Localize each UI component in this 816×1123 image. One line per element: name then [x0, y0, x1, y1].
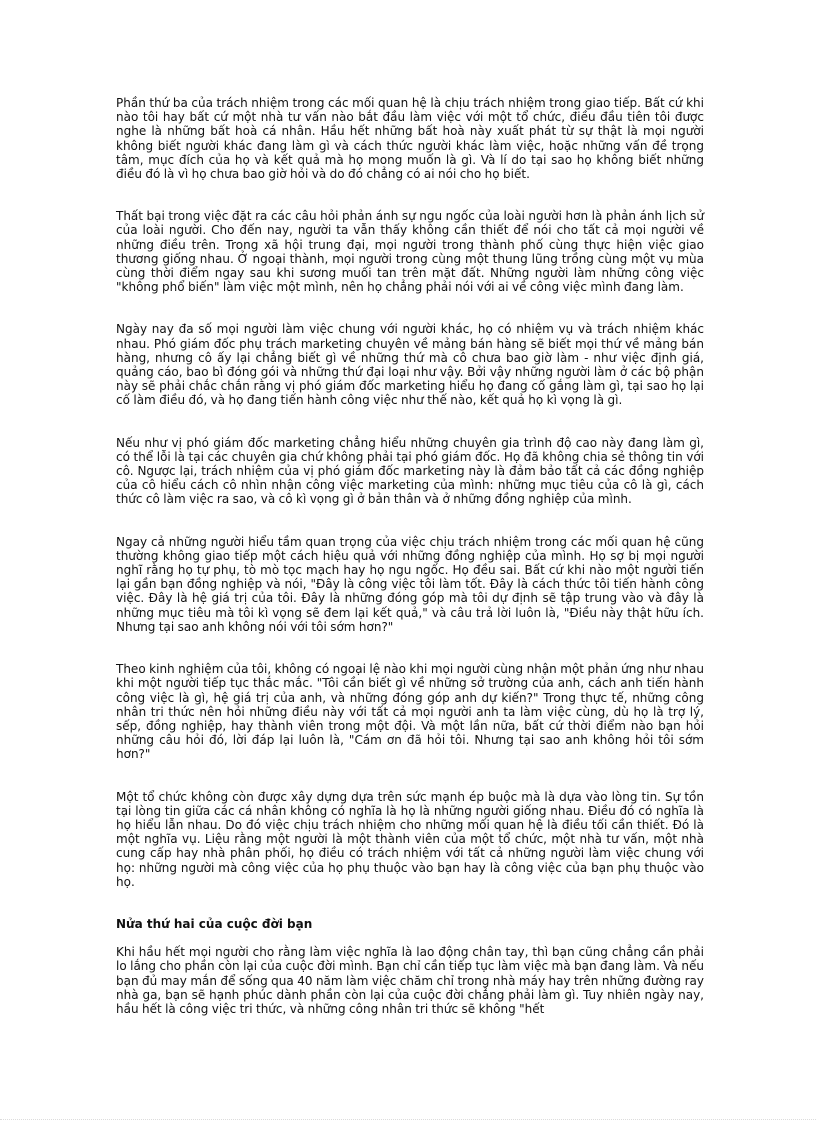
paragraph-experts-fault: Nếu như vị phó giám đốc marketing chẳng hiểu những chuyên gia trình độ cao này đang làm gì, có thể lỗi là tại các chuyên gia chứ không phải tại phó giám đốc. Họ đã không chia sẻ thông tin với cô. Ngược lại, trách nhiệm của vị phó giám đốc marketing này là đảm bảo tất cả các đồng nghiệp của cô hiểu cách cô nhìn nhận công việc marketing của mình: những mục tiêu của cô là gì, cách thức cô làm việc ra sao, và cô kì vọng gì ở bản thân và ở những đồng nghiệp của mình.: [116, 435, 704, 507]
paragraph-marketing-vp: Ngày nay đa số mọi người làm việc chung với người khác, họ có nhiệm vụ và trách nhiệm khác nhau. Phó giám đốc phụ trách marketing chuyên về mảng bán hàng sẽ biết mọi thứ về mảng bán hàng, nhưng cô ấy lại chẳng biết gì về những thứ mà cô chưa bao giờ làm - như việc định giá, quảng cáo, bao bì đóng gói và những thứ đại loại như vậy. Bởi vậy những người làm ở các bộ phận này sẽ phải chắc chắn rằng vị phó giám đốc marketing hiểu họ đang cố gắng làm gì, tại sao họ lại cố làm điều đó, và họ đang tiến hành công việc như thế nào, kết quả họ kì vọng là gì.: [116, 322, 704, 408]
paragraph-failure-to-ask: Thất bại trong việc đặt ra các câu hỏi phản ánh sự ngu ngốc của loài người hơn là phản ánh lịch sử của loài người. Cho đến nay, người ta vẫn thấy không cần thiết để nói cho tất cả mọi người về những điều trên. Trong xã hội trung đại, mọi người trong thành phố cùng thực hiện việc giao thương giống nhau. Ở ngoại thành, mọi người trong cùng một thung lũng trồng cùng một vụ mùa cùng thời điểm ngay sau khi sương muối tan trên mặt đất. Những người làm những công việc "không phổ biến" làm việc một mình, nên họ chẳng phải nói với ai về công việc mình đang làm.: [116, 209, 704, 295]
paragraph-trust: Một tổ chức không còn được xây dựng dựa trên sức mạnh ép buộc mà là dựa vào lòng tin. Sự tồn tại lòng tin giữa các cá nhân không có nghĩa là họ là những người giống nhau. Điều đó có nghĩa là họ hiểu lẫn nhau. Do đó việc chịu trách nhiệm cho những mối quan hệ là điều tối cần thiết. Đó là một nghĩa vụ. Liệu rằng một người là một thành viên của một tổ chức, một nhà tư vấn, một nhà cung cấp hay nhà phân phối, họ điều có trách nhiệm với tất cả những người làm việc chung với họ: những người mà công việc của họ phụ thuộc vào bạn hay là công việc của bạn phụ thuộc vào họ.: [116, 789, 704, 889]
paragraph-second-half: Khi hầu hết mọi người cho rằng làm việc nghĩa là lao động chân tay, thì bạn cũng chẳng cần phải lo lắng cho phần còn lại của cuộc đời mình. Bạn chỉ cần tiếp tục làm việc mà bạn đang làm. Và nếu bạn đủ may mắn để sống qua 40 năm làm việc chăm chỉ trong nhà máy hay trên những đường ray nhà ga, bạn sẽ hạnh phúc dành phần còn lại của cuộc đời chẳng phải làm gì. Tuy nhiên ngày nay, hầu hết là công việc tri thức, và những công nhân tri thức sẽ không "hết: [116, 945, 704, 1016]
paragraph-fear-of-communicating: Ngay cả những người hiểu tầm quan trọng của việc chịu trách nhiệm trong các mối quan hệ cũng thường không giao tiếp một cách hiệu quả với những đồng nghiệp của mình. Họ sợ bị mọi người nghĩ rằng họ tự phụ, tò mò tọc mạch hay họ ngu ngốc. Họ đều sai. Bất cứ khi nào một người tiến lại gần bạn đồng nghiệp và nói, "Đây là công việc tôi làm tốt. Đây là cách thức tôi tiến hành công việc. Đây là hệ giá trị của tôi. Đây là những đóng góp mà tôi dự định sẽ tập trung vào và đây là những mục tiêu mà tôi kì vọng sẽ đem lại kết quả," và câu trả lời luôn là, "Điều này thật hữu ích. Nhưng tại sao anh không nói với tôi sớm hơn?": [116, 534, 704, 634]
document-page: [116, 96, 704, 1044]
page-bottom-divider: [0, 1119, 816, 1120]
section-heading: Nửa thứ hai của cuộc đời bạn: [116, 916, 313, 931]
paragraph-experience: Theo kinh nghiệm của tôi, không có ngoại lệ nào khi mọi người cùng nhận một phản ứng như nhau khi một người tiếp tục thắc mắc. "Tôi cần biết gì về những sở trường của anh, cách anh tiến hành công việc là gì, hệ giá trị của anh, và những đóng góp anh dự kiến?" Trong thực tế, những công nhân tri thức nên hỏi những điều này với tất cả mọi người anh ta làm việc cùng, dù họ là trợ lý, sếp, đồng nghiệp, hay thành viên trong một đội. Và một lần nữa, bất cứ thời điểm nào bạn hỏi những câu hỏi đó, lời đáp lại luôn là, "Cám ơn đã hỏi tôi. Nhưng tại sao anh không hỏi tôi sớm hơn?": [116, 662, 704, 762]
paragraph-communication-responsibility: Phần thứ ba của trách nhiệm trong các mối quan hệ là chịu trách nhiệm trong giao tiếp. Bất cứ khi nào tôi hay bất cứ một nhà tư vấn nào bắt đầu làm việc với một tổ chức, điều đầu tiên tôi được nghe là những bất hoà cá nhân. Hầu hết những bất hoà này xuất phát từ sự thật là mọi người không biết người khác đang làm gì và cách thức người khác làm việc, hoặc những vấn đề trọng tâm, mục đích của họ và kết quả mà họ mong muốn là gì. Và lí do tại sao họ không biết những điều đó là vì họ chưa bao giờ hỏi và do đó chẳng có ai nói cho họ biết.: [116, 96, 704, 182]
